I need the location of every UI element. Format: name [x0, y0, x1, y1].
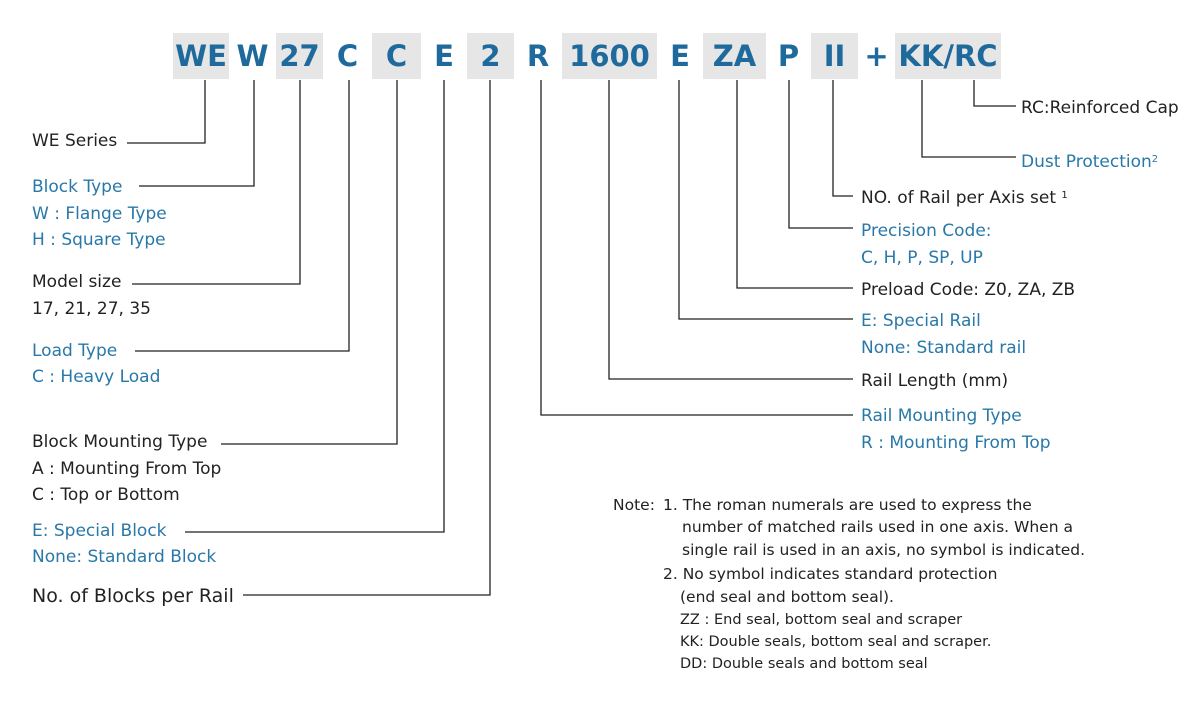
label-special-rail: E: Special Rail	[861, 311, 981, 331]
label-preload-code: Preload Code: Z0, ZA, ZB	[861, 280, 1076, 300]
label-load-type: Load Type	[32, 341, 118, 361]
label-standard-rail: None: Standard rail	[861, 338, 1027, 358]
label-load-type-heavy: C : Heavy Load	[32, 367, 161, 387]
note-prefix: Note:	[613, 496, 655, 514]
footnote-2-marker: 2	[1151, 154, 1159, 165]
label-standard-block: None: Standard Block	[32, 547, 217, 567]
code-segment-load-type: C	[336, 39, 359, 73]
label-rails-per-axis	[861, 188, 1068, 208]
code-segment-block-mounting: C	[372, 33, 421, 79]
code-segment-rails-per-axis: II	[811, 33, 858, 79]
code-segment-special-block: E	[434, 39, 454, 73]
label-block-mounting: Block Mounting Type	[32, 432, 208, 452]
connector-dust-protection	[922, 80, 1016, 157]
connector-block-type	[139, 80, 254, 186]
label-block-type: Block Type	[32, 177, 123, 197]
label-block-type-flange: W : Flange Type	[32, 204, 167, 224]
code-segment-protection: KK/RC	[895, 33, 1001, 79]
label-rails-per-axis-text: NO. of Rail per Axis set	[861, 188, 1057, 208]
note-2-line-1: 2. No symbol indicates standard protection	[663, 565, 998, 583]
code-segment-plus: +	[864, 39, 889, 73]
note-2-zz: ZZ : End seal, bottom seal and scraper	[680, 612, 963, 628]
code-segment-special-rail: E	[670, 39, 690, 73]
label-we-series: WE Series	[32, 131, 118, 151]
label-dust-protection	[1021, 152, 1158, 172]
note-2-line-2: (end seal and bottom seal).	[680, 588, 894, 606]
connector-rail-length	[609, 80, 853, 379]
label-precision-code: Precision Code:	[861, 221, 992, 241]
label-blocks-per-rail: No. of Blocks per Rail	[32, 585, 234, 607]
connector-load-type	[135, 80, 349, 351]
note-1-line-2: number of matched rails used in one axis. When a	[682, 518, 1073, 536]
label-special-block: E: Special Block	[32, 521, 167, 541]
code-segment-rail-length: 1600	[562, 33, 657, 79]
connector-special-block	[185, 80, 444, 532]
label-block-mounting-top: A : Mounting From Top	[32, 459, 222, 479]
note-1-line-3: single rail is used in an axis, no symbol is indicated.	[682, 541, 1086, 559]
footnote-1-marker: 1	[1061, 190, 1068, 201]
connector-model-size	[132, 80, 300, 284]
connector-preload	[737, 80, 853, 288]
label-dust-protection-text: Dust Protection	[1021, 152, 1152, 172]
connector-blocks-per-rail	[243, 80, 490, 595]
connector-block-mounting	[221, 80, 397, 444]
note-2-dd: DD: Double seals and bottom seal	[680, 656, 928, 672]
code-segment-precision: P	[777, 39, 800, 73]
code-segment-block-type: W	[236, 39, 269, 73]
label-reinforced-cap: RC:Reinforced Cap	[1021, 98, 1179, 118]
code-segment-series: WE	[173, 33, 229, 79]
code-segment-model-size: 27	[276, 33, 323, 79]
label-model-size: Model size	[32, 272, 122, 292]
label-model-size-values: 17, 21, 27, 35	[32, 299, 151, 319]
label-block-type-square: H : Square Type	[32, 230, 166, 250]
code-segment-rail-mounting: R	[526, 39, 550, 73]
connector-reinforced-cap	[974, 80, 1016, 106]
connector-rails-per-axis	[833, 80, 853, 196]
label-block-mounting-top-bottom: C : Top or Bottom	[32, 485, 180, 505]
label-rail-mounting: Rail Mounting Type	[861, 406, 1022, 426]
connector-rail-mounting	[541, 80, 853, 415]
label-rail-mounting-top: R : Mounting From Top	[861, 433, 1051, 453]
label-precision-values: C, H, P, SP, UP	[861, 248, 983, 268]
connector-special-rail	[679, 80, 853, 319]
label-rail-length: Rail Length (mm)	[861, 371, 1009, 391]
connector-precision	[789, 80, 853, 228]
code-segment-preload: ZA	[703, 33, 766, 79]
note-1-line-1: 1. The roman numerals are used to express the	[663, 496, 1032, 514]
connector-we-series	[127, 80, 205, 143]
note-2-kk: KK: Double seals, bottom seal and scraper.	[680, 634, 992, 650]
code-segment-blocks-per-rail: 2	[467, 33, 514, 79]
